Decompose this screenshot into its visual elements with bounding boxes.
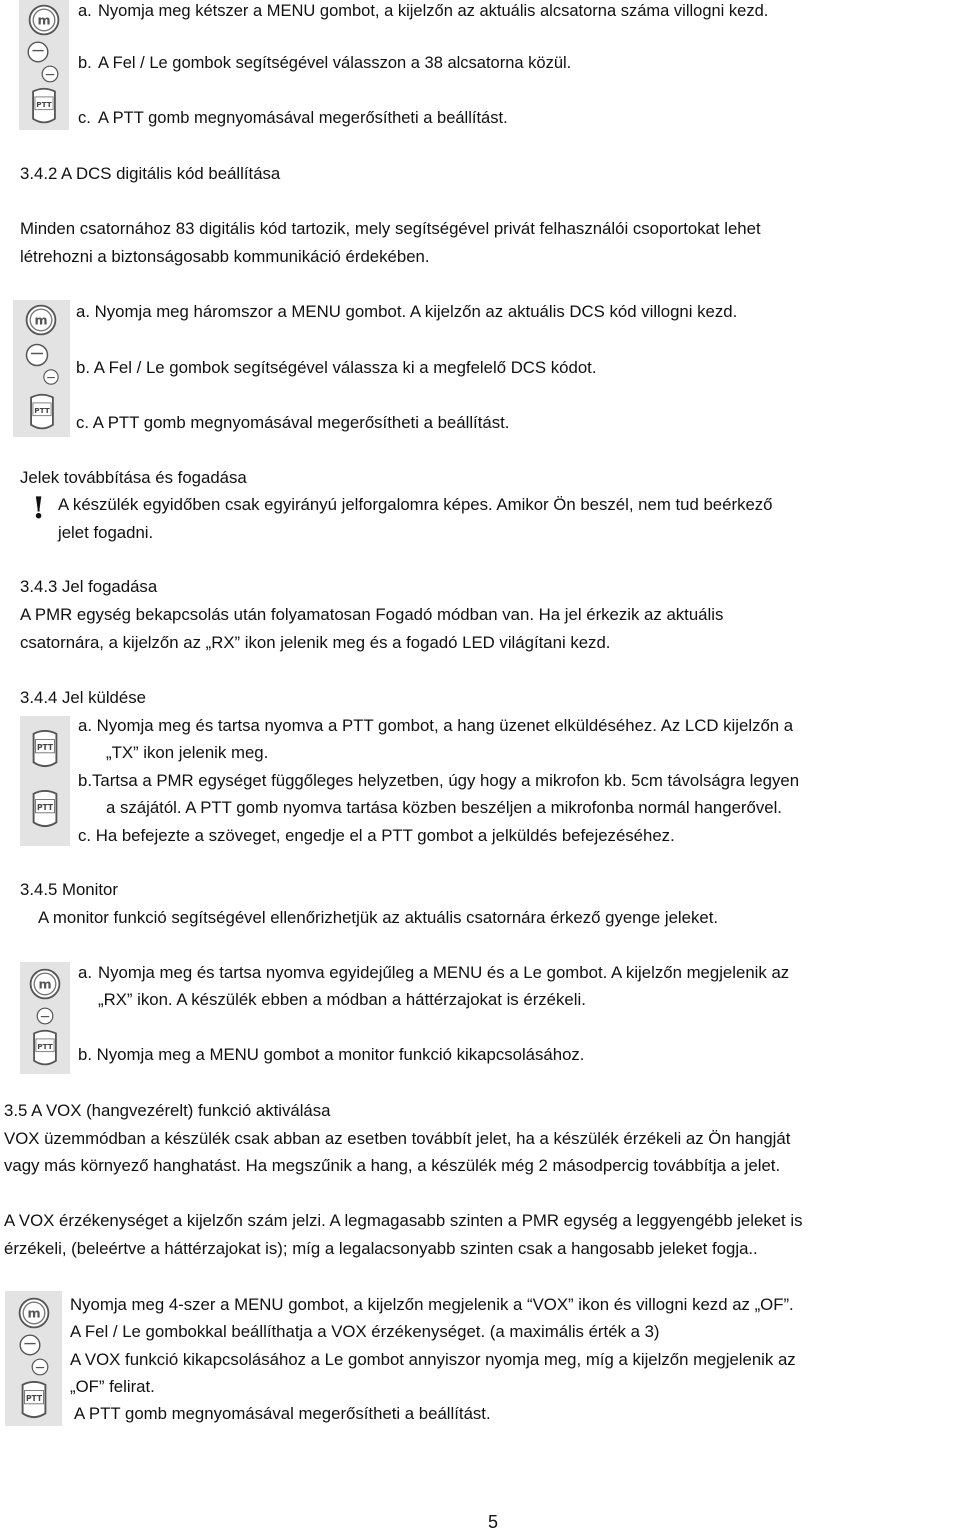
button-icons-panel [19, 0, 69, 130]
send-line-3: b.Tartsa a PMR egységet függőleges helyzetben, úgy hogy a mikrofon kb. 5cm távolságra legyen [78, 771, 800, 790]
menu-button-icon [21, 302, 61, 338]
send-line-2: „TX” ikon jelenik meg. [106, 743, 269, 762]
button-icons-panel [20, 716, 70, 846]
vox-step-3: A VOX funkció kikapcsolásához a Le gombot annyiszor nyomja meg, míg a kijelzőn megjelenik az [70, 1350, 796, 1369]
warning-line-2: jelet fogadni. [58, 523, 154, 542]
button-icons-panel [20, 962, 70, 1074]
warning-icon: ! [32, 491, 46, 526]
ptt-button-icon [26, 728, 64, 770]
vox-heading: 3.5 A VOX (hangvezérelt) funkció aktiválása [4, 1101, 331, 1120]
dcs-paragraph-line-1: Minden csatornához 83 digitális kód tartozik, mely segítségével privát felhasználói csoportokat lehet [20, 219, 761, 238]
monitor-step-a-line-2: „RX” ikon. A készülék ebben a módban a háttérzajokat is érzékeli. [98, 990, 586, 1009]
page-number: 5 [488, 1512, 499, 1532]
monitor-step-a-marker: a. [78, 963, 92, 982]
vox-step-2: A Fel / Le gombokkal beállíthatja a VOX érzékenységet. (a maximális érték a 3) [70, 1322, 660, 1341]
intro-step-c: A PTT gomb megnyomásával megerősítheti a beállítást. [98, 109, 508, 127]
send-heading: 3.4.4 Jel küldése [20, 688, 146, 707]
monitor-intro: A monitor funkció segítségével ellenőrizhetjük az aktuális csatornára érkező gyenge jeleket. [38, 908, 719, 927]
intro-step-a: Nyomja meg kétszer a MENU gombot, a kijelzőn az aktuális alcsatorna száma villogni kezd. [98, 2, 769, 20]
dcs-paragraph-line-2: létrehozni a biztonságosabb kommunikáció érdekében. [20, 247, 430, 266]
ptt-button-icon [25, 86, 63, 126]
intro-step-c-marker: c. [78, 109, 91, 127]
vox-p2-line-1: A VOX érzékenységet a kijelzőn szám jelzi. A legmagasabb szinten a PMR egység a leggyengébb jeleket is [4, 1211, 803, 1230]
receive-heading: 3.4.3 Jel fogadása [20, 577, 158, 596]
menu-button-icon [24, 2, 64, 38]
monitor-step-b: b. Nyomja meg a MENU gombot a monitor funkció kikapcsolásához. [78, 1045, 585, 1064]
dcs-heading: 3.4.2 A DCS digitális kód beállítása [20, 164, 281, 183]
vox-step-4: A PTT gomb megnyomásával megerősítheti a beállítást. [74, 1404, 491, 1423]
down-button-icon [32, 1004, 58, 1028]
menu-button-icon [26, 966, 64, 1002]
vox-p1-line-1: VOX üzemmódban a készülék csak abban az esetben továbbít jelet, ha a készülék érzékeli az Ön hangját [4, 1129, 791, 1148]
receive-line-1: A PMR egység bekapcsolás után folyamatosan Fogadó módban van. Ha jel érkezik az aktuális [20, 605, 724, 624]
ptt-button-icon [26, 788, 64, 830]
vox-p1-line-2: vagy más környező hanghatást. Ha megszűnik a hang, a készülék még 2 másodpercig továbbítja a jelet. [4, 1156, 781, 1175]
vox-p2-line-2: érzékeli, (beleértve a háttérzajokat is); míg a legalacsonyabb szinten csak a hangosabb jeleket fogja.. [4, 1239, 758, 1258]
ptt-button-icon [23, 392, 61, 432]
monitor-heading: 3.4.5 Monitor [20, 880, 118, 899]
receive-line-2: csatornára, a kijelzőn az „RX” ikon jelenik meg és a fogadó LED világítani kezd. [20, 633, 611, 652]
send-line-4: a szájától. A PTT gomb nyomva tartása közben beszéljen a mikrofonba normál hangerővel. [106, 798, 782, 817]
intro-step-a-marker: a. [78, 2, 92, 20]
ptt-button-icon [15, 1379, 53, 1421]
button-icons-panel [5, 1291, 62, 1426]
down-button-icon [37, 62, 63, 86]
down-button-icon [39, 366, 63, 388]
send-line-1: a. Nyomja meg és tartsa nyomva a PTT gombot, a hang üzenet elküldéséhez. Az LCD kijelzőn a [78, 716, 794, 735]
vox-step-1: Nyomja meg 4-szer a MENU gombot, a kijelzőn megjelenik a “VOX” ikon és villogni kezd az „OF”. [70, 1295, 794, 1314]
signals-heading: Jelek továbbítása és fogadása [20, 468, 247, 487]
intro-step-b-marker: b. [78, 54, 92, 72]
menu-button-icon [15, 1295, 53, 1331]
monitor-step-a-line-1: Nyomja meg és tartsa nyomva egyidejűleg a MENU és a Le gombot. A kijelzőn megjelenik az [98, 963, 790, 982]
dcs-step-b: b. A Fel / Le gombok segítségével válassza ki a megfelelő DCS kódot. [76, 358, 597, 377]
vox-step-3-cont: „OF” felirat. [70, 1377, 155, 1396]
dcs-step-a: a. Nyomja meg háromszor a MENU gombot. A kijelzőn az aktuális DCS kód villogni kezd. [76, 302, 738, 321]
down-button-icon [27, 1355, 53, 1379]
intro-step-b: A Fel / Le gombok segítségével válasszon a 38 alcsatorna közül. [98, 54, 572, 72]
button-icons-panel [13, 300, 70, 437]
ptt-button-icon [26, 1028, 64, 1068]
warning-line-1: A készülék egyidőben csak egyirányú jelforgalomra képes. Amikor Ön beszél, nem tud beérkező [58, 495, 773, 514]
send-line-5: c. Ha befejezte a szöveget, engedje el a PTT gombot a jelküldés befejezéséhez. [78, 826, 675, 845]
dcs-step-c: c. A PTT gomb megnyomásával megerősítheti a beállítást. [76, 413, 510, 432]
